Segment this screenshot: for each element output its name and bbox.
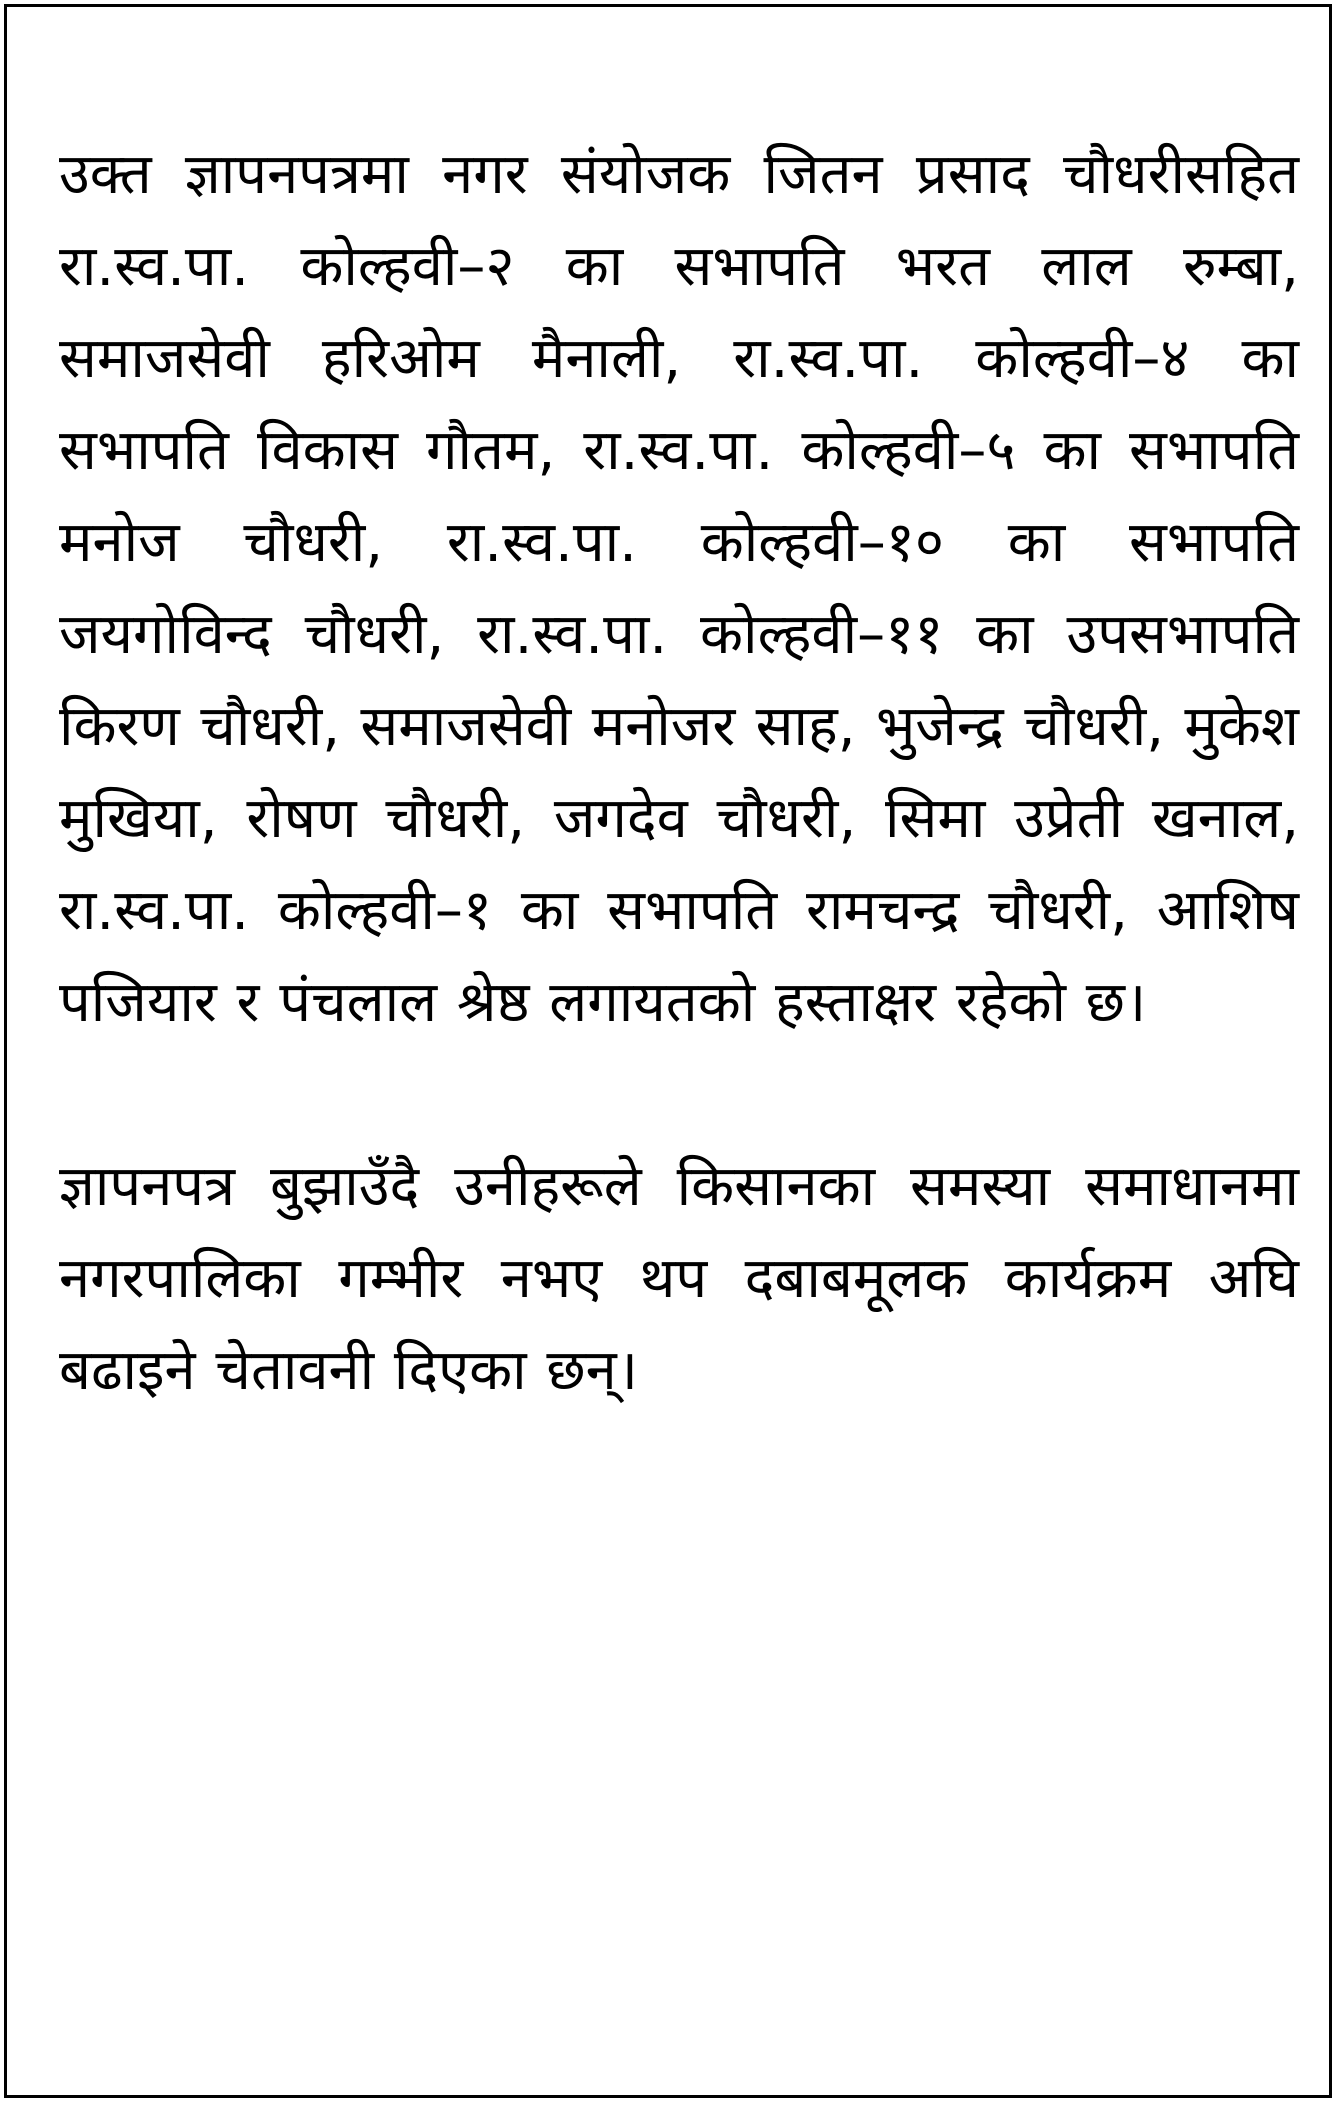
paragraph-warning: ज्ञापनपत्र बुझाउँदै उनीहरूले किसानका समस्या समाधानमा नगरपालिका गम्भीर नभए थप दबाबमूलक कार्यक्रम अघि बढाइने चेतावनी दिएका छन्।: [59, 1154, 1299, 1403]
paragraph-signatories: उक्त ज्ञापनपत्रमा नगर संयोजक जितन प्रसाद चौधरीसहित रा.स्व.पा. कोल्हवी–२ का सभापति भरत लाल रुम्बा, समाजसेवी हरिओम मैनाली, रा.स्व.पा. कोल्हवी–४ का सभापति विकास गौतम, रा.स्व.पा. कोल्हवी–५ का सभापति मनोज चौधरी, रा.स्व.पा. कोल्हवी–१० का सभापति जयगोविन्द चौधरी, रा.स्व.पा. कोल्हवी–११ का उपसभापति किरण चौधरी, समाजसेवी मनोजर साह, भुजेन्द्र चौधरी, मुकेश मुखिया, रोषण चौधरी, जगदेव चौधरी, सिमा उप्रेती खनाल, रा.स्व.पा. कोल्हवी–१ का सभापति रामचन्द्र चौधरी, आशिष पजियार र पंचलाल श्रेष्ठ लगायतको हस्ताक्षर रहेको छ।: [59, 142, 1299, 1035]
document-body: [59, 129, 1299, 1417]
document-frame: [4, 4, 1332, 2098]
